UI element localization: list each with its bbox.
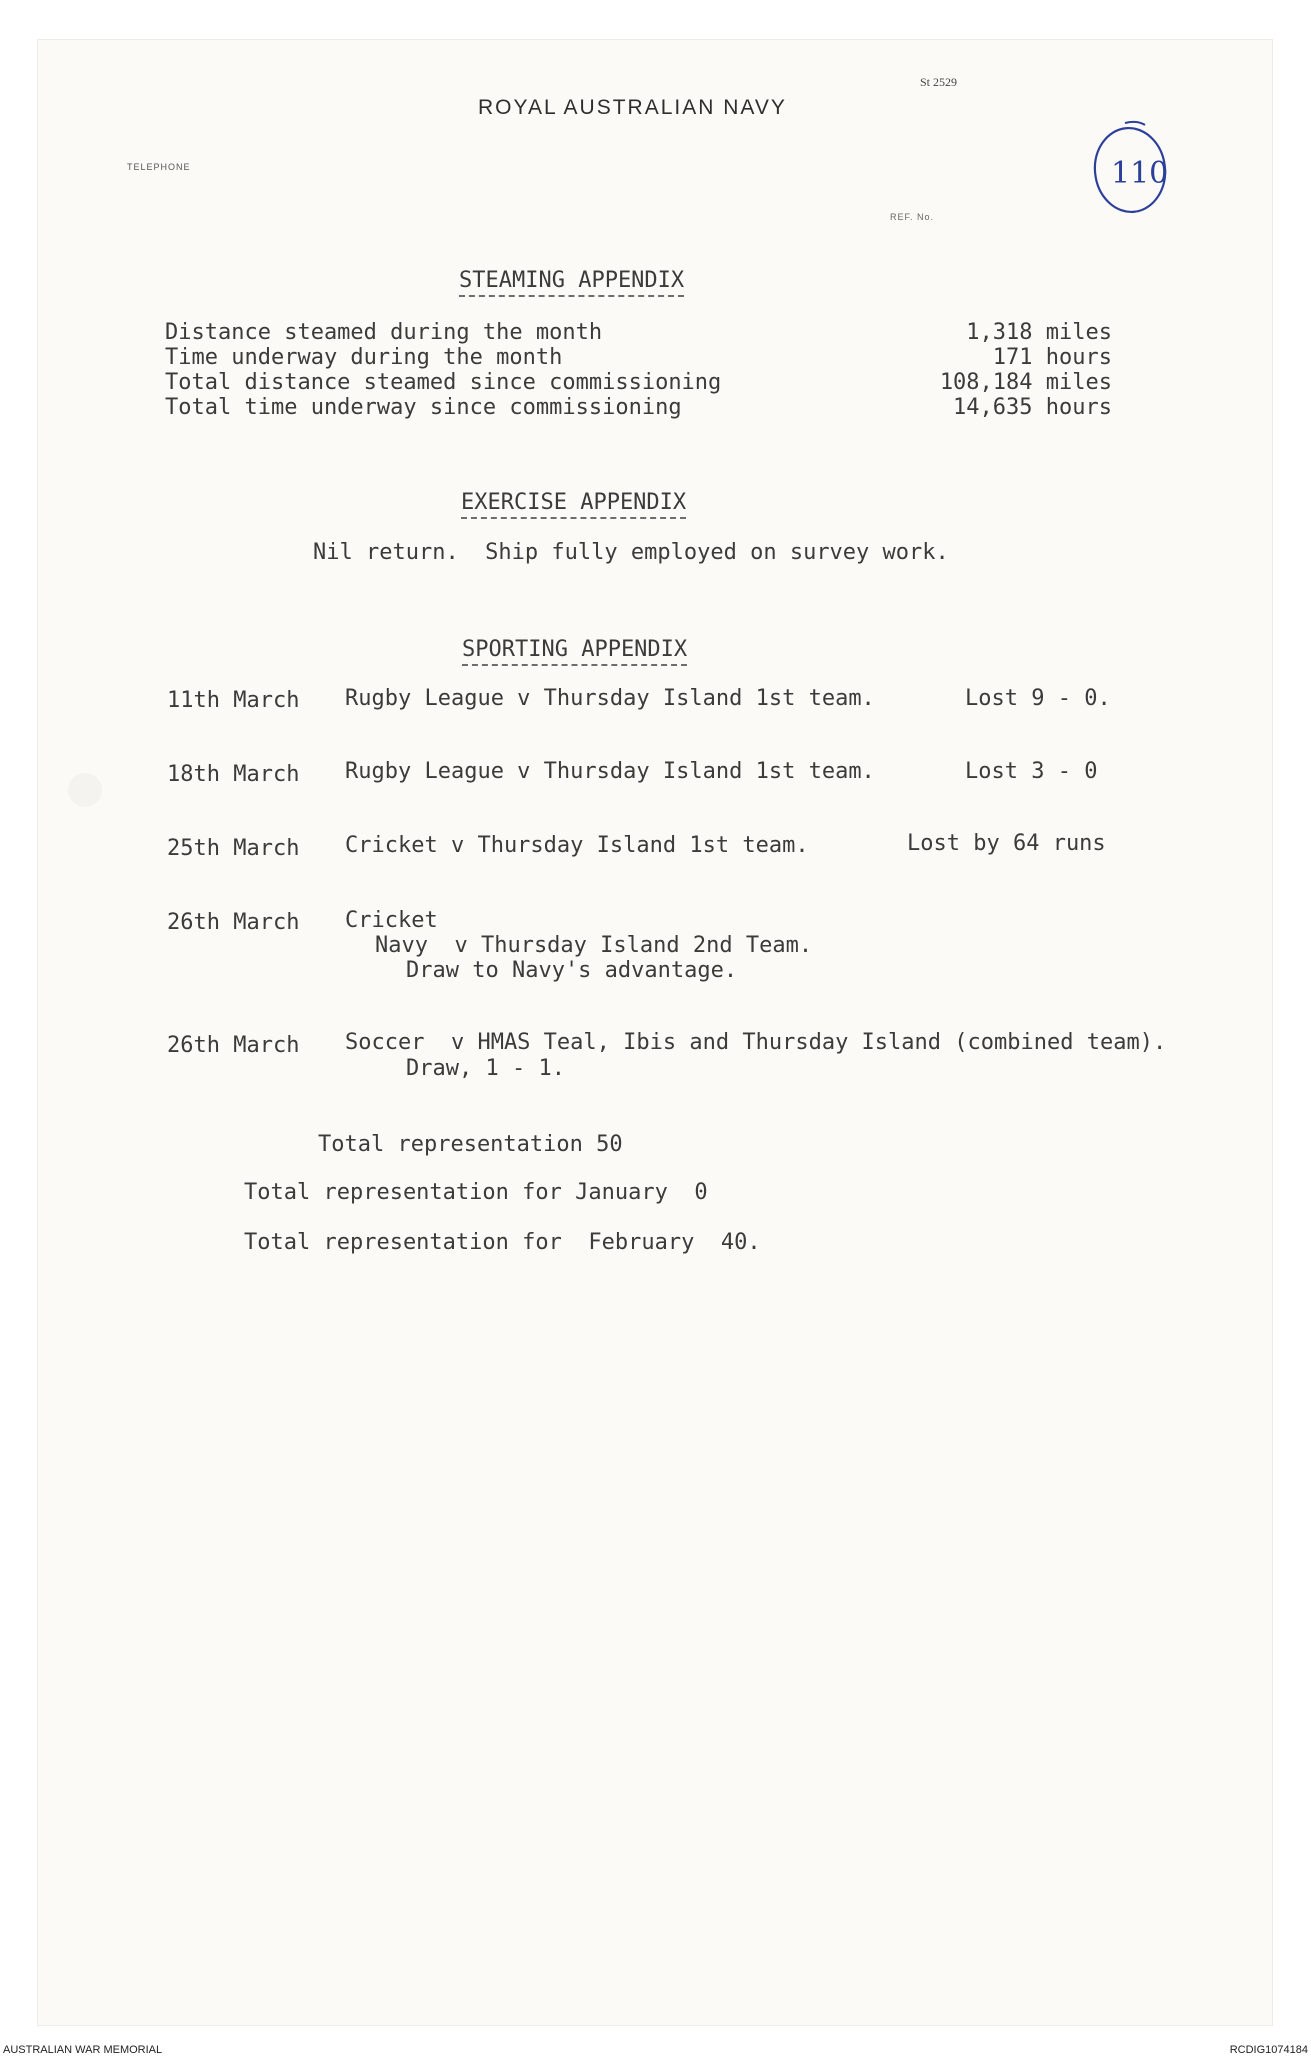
sport-entry-detail: Navy v Thursday Island 2nd Team. [375, 933, 813, 958]
steaming-row-label: Distance steamed during the month [165, 320, 603, 345]
sport-entry-description: Rugby League v Thursday Island 1st team. [345, 686, 875, 711]
steaming-row-label: Total distance steamed since commissioning [165, 370, 722, 395]
sport-entry-result: Lost by 64 runs [907, 831, 1106, 856]
org-title: ROYAL AUSTRALIAN NAVY [478, 96, 787, 119]
sport-entry-description: Soccer v HMAS Teal, Ibis and Thursday Island (combined team). [345, 1030, 1167, 1055]
steaming-row-value: 1,318 miles [966, 320, 1112, 345]
sport-entry-date: 25th March [167, 836, 300, 861]
exercise-text: Nil return. Ship fully employed on survey work. [313, 540, 949, 565]
sport-entry-result: Lost 3 - 0 [965, 759, 1098, 784]
form-code: St 2529 [920, 75, 958, 89]
folio-number: 110 [1111, 156, 1169, 191]
sport-entry-detail: Draw to Navy's advantage. [406, 958, 738, 983]
exercise-heading: EXERCISE APPENDIX [461, 490, 686, 519]
total-representation-january: Total representation for January 0 [244, 1180, 708, 1205]
folio-stamp [1085, 115, 1175, 220]
telephone-label: TELEPHONE [127, 162, 191, 172]
sport-entry-date: 11th March [167, 688, 300, 713]
steaming-row-value: 171 hours [992, 345, 1112, 370]
punch-hole [68, 773, 102, 807]
steaming-row-label: Total time underway since commissioning [165, 395, 682, 420]
total-representation: Total representation 50 [318, 1132, 623, 1157]
sport-entry-description: Cricket v Thursday Island 1st team. [345, 833, 809, 858]
sport-entry-date: 26th March [167, 1033, 300, 1058]
sport-entry-detail: Draw, 1 - 1. [406, 1056, 565, 1081]
steaming-row-label: Time underway during the month [165, 345, 563, 370]
sport-entry-date: 26th March [167, 910, 300, 935]
sport-entry-description: Cricket [345, 908, 438, 933]
footer-source: AUSTRALIAN WAR MEMORIAL [3, 2044, 163, 2056]
steaming-heading: STEAMING APPENDIX [459, 268, 684, 297]
footer-record-id: RCDIG1074184 [1229, 2044, 1308, 2056]
sport-entry-result: Lost 9 - 0. [965, 686, 1111, 711]
steaming-row-value: 108,184 miles [939, 370, 1112, 395]
sporting-heading: SPORTING APPENDIX [462, 637, 687, 666]
steaming-row-value: 14,635 hours [953, 395, 1112, 420]
sport-entry-date: 18th March [167, 762, 300, 787]
ref-label: REF. No. [890, 212, 935, 222]
sport-entry-description: Rugby League v Thursday Island 1st team. [345, 759, 875, 784]
total-representation-february: Total representation for February 40. [244, 1230, 761, 1255]
